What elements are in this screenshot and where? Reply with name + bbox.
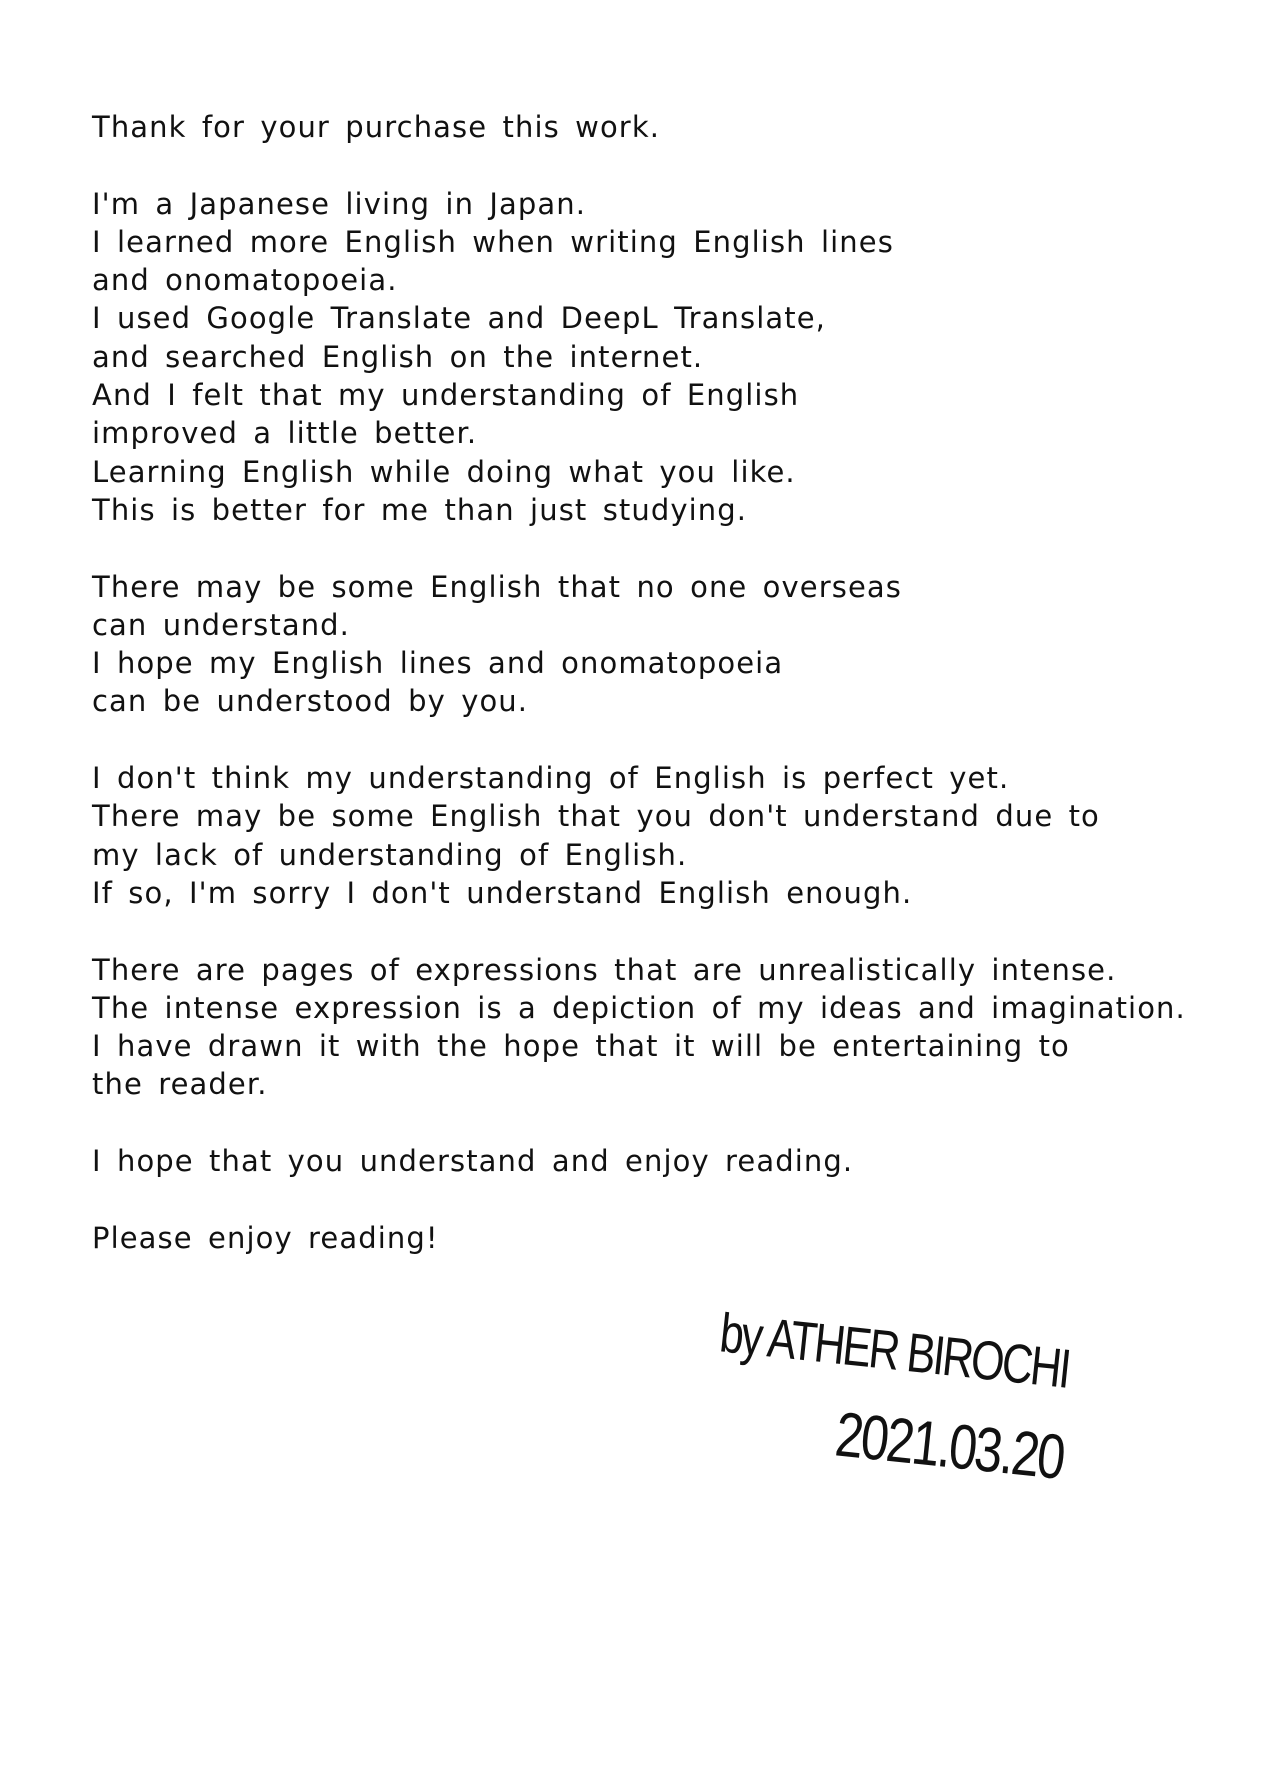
text-line: can understand. <box>92 607 351 642</box>
text-line: If so, I'm sorry I don't understand English enough. <box>92 875 913 910</box>
text-line: Please enjoy reading! <box>92 1220 439 1255</box>
letter-body <box>92 108 1252 1295</box>
paragraph-hope <box>92 1142 1252 1180</box>
text-line: the reader. <box>92 1067 268 1102</box>
paragraph-thanks <box>92 108 1252 146</box>
text-line: I learned more English when writing English lines <box>92 224 894 259</box>
text-line: And I felt that my understanding of English <box>92 378 800 413</box>
text-line: There may be some English that you don't understand due to <box>92 799 1100 834</box>
text-line: Learning English while doing what you like. <box>92 454 796 489</box>
text-line: I'm a Japanese living in Japan. <box>92 186 587 221</box>
text-line: There may be some English that no one overseas <box>92 569 902 604</box>
text-line: I don't think my understanding of English is perfect yet. <box>92 761 1010 796</box>
text-line: improved a little better. <box>92 416 478 451</box>
text-line: and onomatopoeia. <box>92 263 398 298</box>
text-line: There are pages of expressions that are unrealistically intense. <box>92 952 1117 987</box>
text-line: I used Google Translate and DeepL Translate, <box>92 301 826 336</box>
paragraph-apology <box>92 759 1252 912</box>
signature-date: 2021.03.20 <box>832 1399 1067 1493</box>
text-line: This is better for me than just studying. <box>92 492 748 527</box>
paragraph-about-author <box>92 185 1252 530</box>
text-line: I hope my English lines and onomatopoeia <box>92 646 784 681</box>
text-line: I hope that you understand and enjoy reading. <box>92 1144 854 1179</box>
text-line: can be understood by you. <box>92 684 529 719</box>
paragraph-intense-expressions <box>92 951 1252 1104</box>
text-line: The intense expression is a depiction of my ideas and imagination. <box>92 990 1186 1025</box>
paragraph-overseas <box>92 568 1252 721</box>
signature-author: by ATHER BIROCHI <box>717 1301 1072 1400</box>
text-line: I have drawn it with the hope that it will be entertaining to <box>92 1029 1070 1064</box>
paragraph-closing <box>92 1219 1252 1257</box>
text-line: my lack of understanding of English. <box>92 837 688 872</box>
text-line: and searched English on the internet. <box>92 339 704 374</box>
text-line: Thank for your purchase this work. <box>92 110 661 144</box>
